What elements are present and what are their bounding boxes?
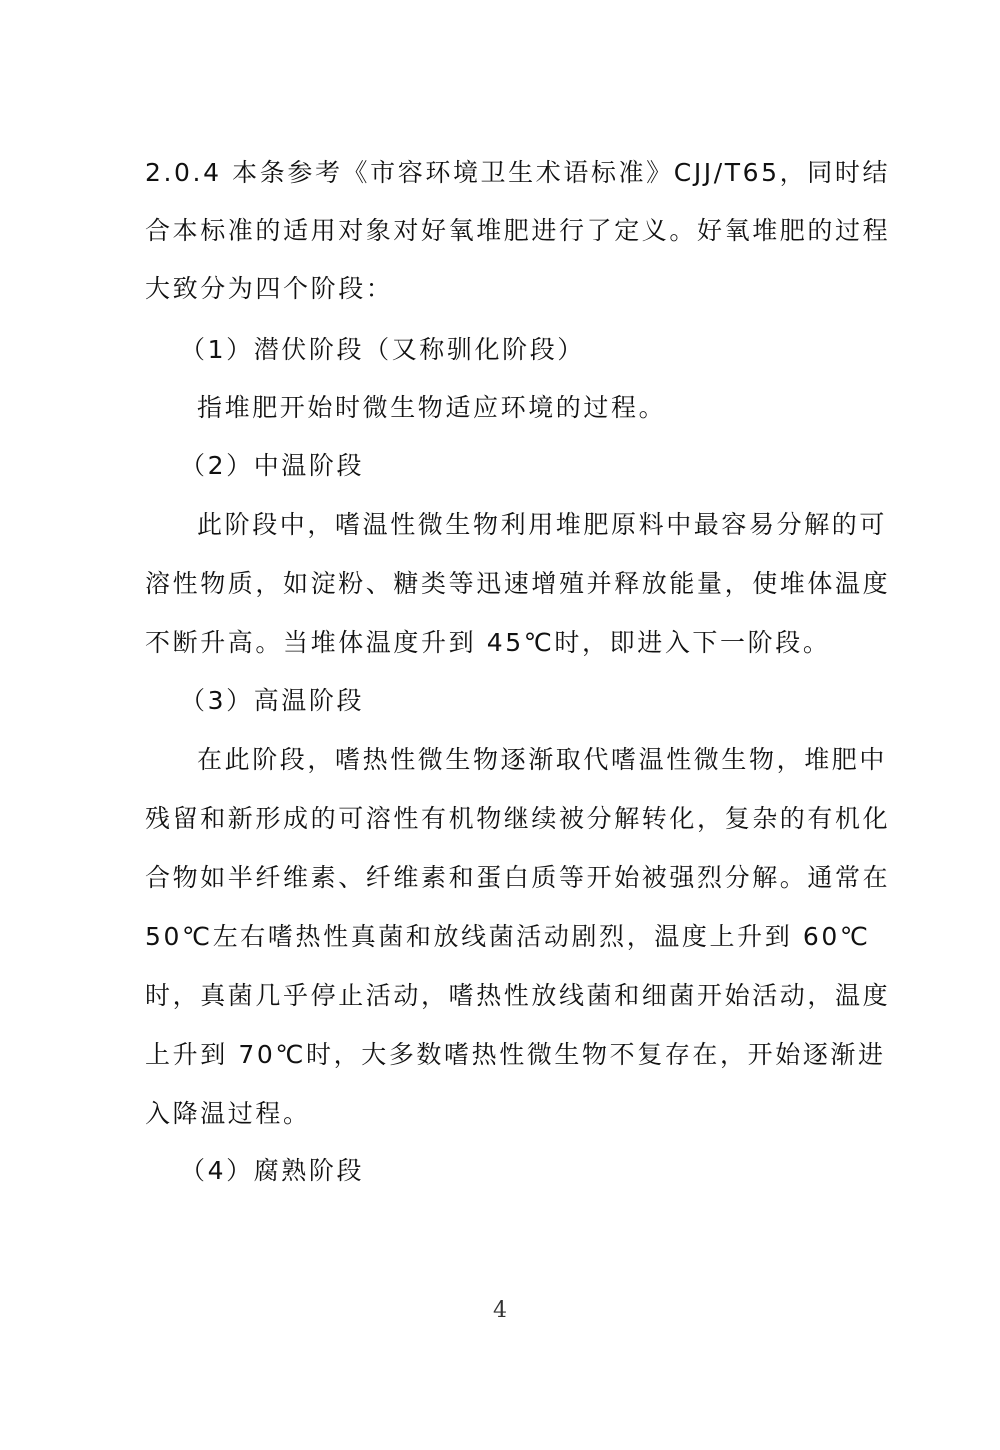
stage-4-heading: （4）腐熟阶段 <box>180 1156 365 1185</box>
stage-2-paragraph-line-2: 溶性物质，如淀粉、糖类等迅速增殖并释放能量，使堆体温度 <box>145 569 891 598</box>
paragraph-2-0-4-line-1: 2.0.4 本条参考《市容环境卫生术语标准》CJJ/T65，同时结 <box>145 158 891 187</box>
stage-2-paragraph-line-3: 不断升高。当堆体温度升到 45℃时，即进入下一阶段。 <box>145 628 831 657</box>
stage-3-paragraph-line-4: 50℃左右嗜热性真菌和放线菌活动剧烈，温度上升到 60℃ <box>145 922 871 951</box>
stage-3-paragraph-line-5: 时，真菌几乎停止活动，嗜热性放线菌和细菌开始活动，温度 <box>145 981 891 1010</box>
stage-1-heading: （1）潜伏阶段（又称驯化阶段） <box>180 335 585 364</box>
page-number: 4 <box>493 1298 507 1323</box>
stage-3-paragraph-line-1: 在此阶段，嗜热性微生物逐渐取代嗜温性微生物，堆肥中 <box>197 745 888 774</box>
stage-3-heading: （3）高温阶段 <box>180 686 365 715</box>
stage-3-paragraph-line-2: 残留和新形成的可溶性有机物继续被分解转化，复杂的有机化 <box>145 804 891 833</box>
stage-2-heading: （2）中温阶段 <box>180 451 365 480</box>
stage-3-paragraph-line-3: 合物如半纤维素、纤维素和蛋白质等开始被强烈分解。通常在 <box>145 863 891 892</box>
stage-3-paragraph-line-6: 上升到 70℃时，大多数嗜热性微生物不复存在，开始逐渐进 <box>145 1040 886 1069</box>
stage-3-paragraph-line-7: 入降温过程。 <box>145 1099 311 1128</box>
paragraph-2-0-4-line-2: 合本标准的适用对象对好氧堆肥进行了定义。好氧堆肥的过程 <box>145 216 891 245</box>
stage-1-description: 指堆肥开始时微生物适应环境的过程。 <box>197 393 667 422</box>
paragraph-2-0-4-line-3: 大致分为四个阶段： <box>145 274 394 303</box>
stage-2-paragraph-line-1: 此阶段中，嗜温性微生物利用堆肥原料中最容易分解的可 <box>197 510 888 539</box>
